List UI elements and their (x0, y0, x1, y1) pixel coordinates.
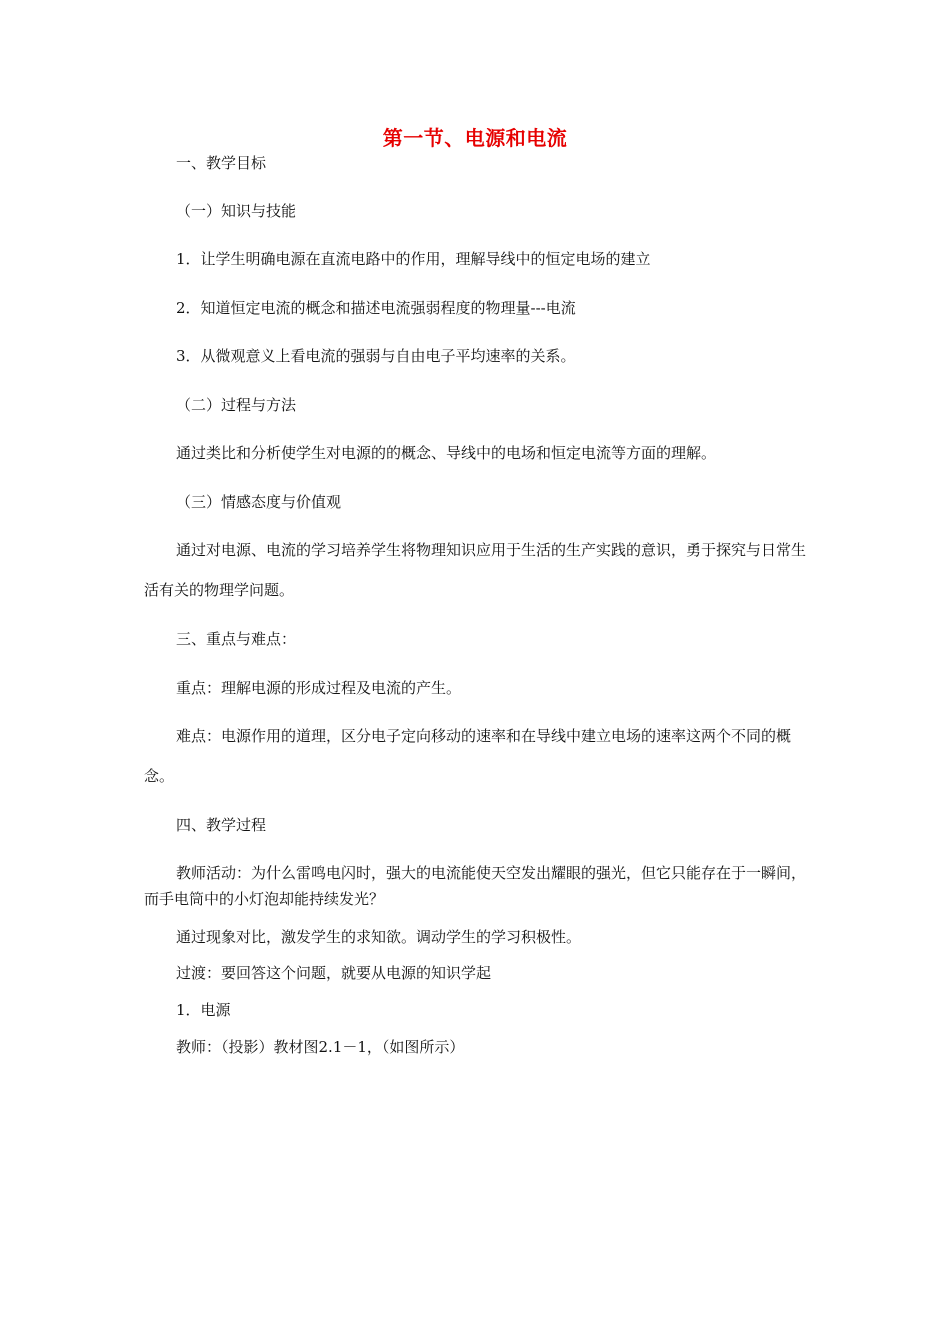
section-heading-objectives: 一、教学目标 (176, 154, 267, 172)
objective-item-1: 1．让学生明确电源在直流电路中的作用，理解导线中的恒定电场的建立 (176, 250, 651, 268)
document-title: 第一节、电源和电流 (382, 126, 568, 150)
section-heading-teaching-process: 四、教学过程 (176, 816, 267, 834)
teacher-projection-paragraph: 教师：（投影）教材图2.1－1，（如图所示） (176, 1038, 465, 1056)
subheading-process-method: （二）过程与方法 (176, 396, 297, 414)
subheading-knowledge-skills: （一）知识与技能 (176, 202, 297, 220)
section-heading-key-points: 三、重点与难点： (176, 630, 297, 648)
contrast-paragraph: 通过现象对比，激发学生的求知欲。调动学生的学习积极性。 (176, 928, 582, 946)
power-source-heading: 1．电源 (176, 1001, 231, 1019)
key-point-paragraph: 重点：理解电源的形成过程及电流的产生。 (176, 679, 462, 697)
teacher-activity-paragraph: 教师活动：为什么雷鸣电闪时，强大的电流能使天空发出耀眼的强光，但它只能存在于一瞬间，而手电筒中的小灯泡却能持续发光？ (144, 864, 807, 908)
objective-item-2: 2．知道恒定电流的概念和描述电流强弱程度的物理量---电流 (176, 299, 576, 317)
objective-item-3: 3．从微观意义上看电流的强弱与自由电子平均速率的关系。 (176, 347, 576, 365)
transition-paragraph: 过渡：要回答这个问题，就要从电源的知识学起 (176, 964, 492, 982)
method-paragraph: 通过类比和分析使学生对电源的的概念、导线中的电场和恒定电流等方面的理解。 (176, 444, 717, 462)
subheading-emotion-values: （三）情感态度与价值观 (176, 493, 342, 511)
difficulty-paragraph: 难点：电源作用的道理，区分电子定向移动的速率和在导线中建立电场的速率这两个不同的概念。 (144, 727, 792, 785)
emotion-paragraph: 通过对电源、电流的学习培养学生将物理知识应用于生活的生产实践的意识，勇于探究与日常生活有关的物理学问题。 (144, 541, 807, 599)
